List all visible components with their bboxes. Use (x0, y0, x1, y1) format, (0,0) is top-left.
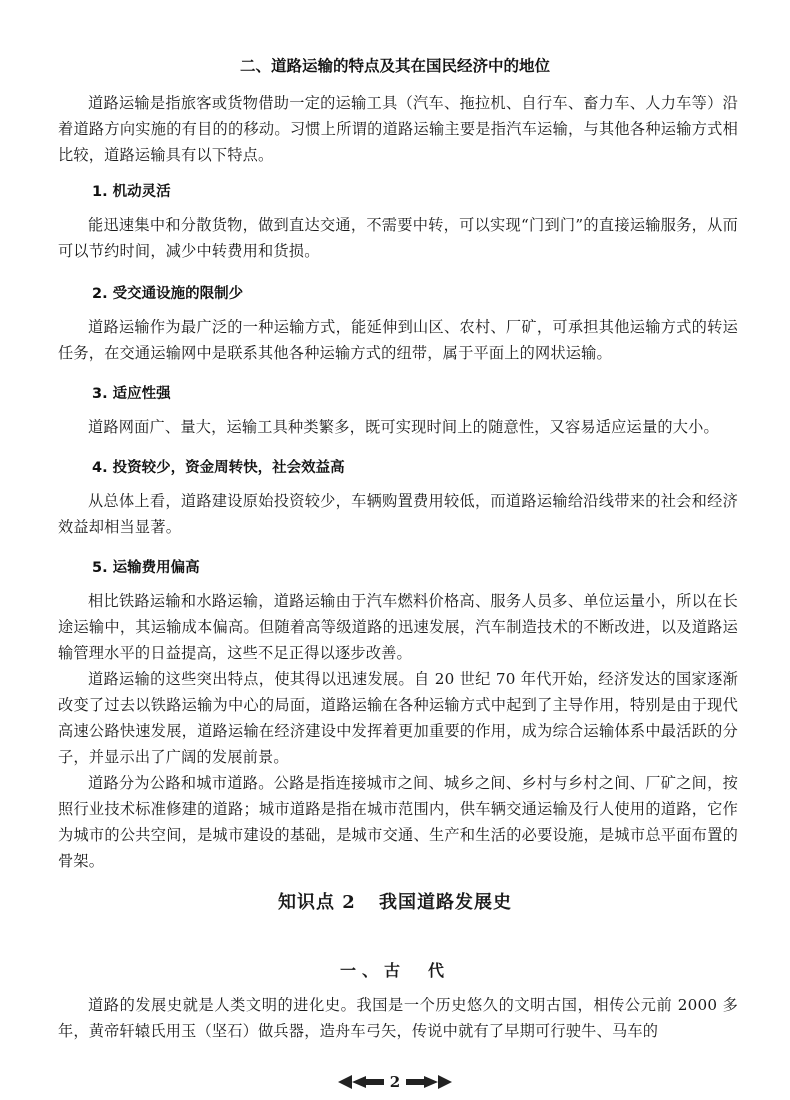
feature-2-heading: 2. 受交通设施的限制少 (92, 286, 244, 302)
section-title: 二、道路运输的特点及其在国民经济中的地位 (239, 57, 550, 75)
left-arrow-icon (338, 1075, 384, 1089)
feature-1-heading: 1. 机动灵活 (92, 184, 171, 200)
feature-5-heading: 5. 运输费用偏高 (92, 560, 200, 576)
page-number: 2 (389, 1073, 401, 1091)
feature-3-heading: 3. 适应性强 (92, 386, 171, 402)
right-arrow-icon (406, 1075, 452, 1089)
ancient-heading: 一、古 代 (339, 961, 450, 980)
feature-3-text: 道路网面广、量大，运输工具种类繁多，既可实现时间上的随意性，又容易适应运量的大小。 (88, 418, 719, 436)
classification-paragraph: 道路分为公路和城市道路。公路是指连接城市之间、城乡之间、乡村与乡村之间、厂矿之间，按照行业技术标准修建的道路；城市道路是指在城市范围内，供车辆交通运输及行人使用的道路，它作为城市的公共空间，是城市建设的基础，是城市交通、生产和生活的必要设施，是城市总平面布置的骨架。 (58, 774, 738, 870)
feature-2-text: 道路运输作为最广泛的一种运输方式，能延伸到山区、农村、厂矿，可承担其他运输方式的转运任务，在交通运输网中是联系其他各种运输方式的纽带，属于平面上的网状运输。 (58, 318, 738, 362)
feature-1-text: 能迅速集中和分散货物，做到直达交通，不需要中转，可以实现“门到门”的直接运输服务，从而可以节约时间，减少中转费用和货损。 (58, 216, 738, 260)
intro-paragraph: 道路运输是指旅客或货物借助一定的运输工具（汽车、拖拉机、自行车、畜力车、人力车等）沿着道路方向实施的有目的的移动。习惯上所谓的道路运输主要是指汽车运输，与其他各种运输方式相比较，道路运输具有以下特点。 (58, 94, 738, 164)
knowledge-point-heading (0, 888, 790, 914)
development-paragraph: 道路运输的这些突出特点，使其得以迅速发展。自 20 世纪 70 年代开始，经济发达的国家逐渐改变了过去以铁路运输为中心的局面，道路运输在各种运输方式中起到了主导作用，特别是由于现代高速公路快速发展，道路运输在经济建设中发挥着更加重要的作用，成为综合运输体系中最活跃的分子，并显示出了广阔的发展前景。 (58, 670, 738, 766)
feature-4-heading: 4. 投资较少，资金周转快，社会效益高 (92, 460, 345, 476)
knowledge-point-label: 知识点 2 (277, 892, 356, 913)
feature-5-text: 相比铁路运输和水路运输，道路运输由于汽车燃料价格高、服务人员多、单位运量小，所以在长途运输中，其运输成本偏高。但随着高等级道路的迅速发展，汽车制造技术的不断改进，以及道路运输管理水平的日益提高，这些不足正得以逐步改善。 (58, 592, 738, 662)
ancient-paragraph: 道路的发展史就是人类文明的进化史。我国是一个历史悠久的文明古国，相传公元前 2000 多年，黄帝轩辕氏用玉（坚石）做兵器，造舟车弓矢，传说中就有了早期可行驶牛、马车的 (58, 996, 738, 1040)
feature-4-text: 从总体上看，道路建设原始投资较少，车辆购置费用较低，而道路运输给沿线带来的社会和经济效益却相当显著。 (58, 492, 738, 536)
knowledge-point-title: 我国道路发展史 (379, 892, 513, 913)
page-footer (0, 1070, 790, 1094)
